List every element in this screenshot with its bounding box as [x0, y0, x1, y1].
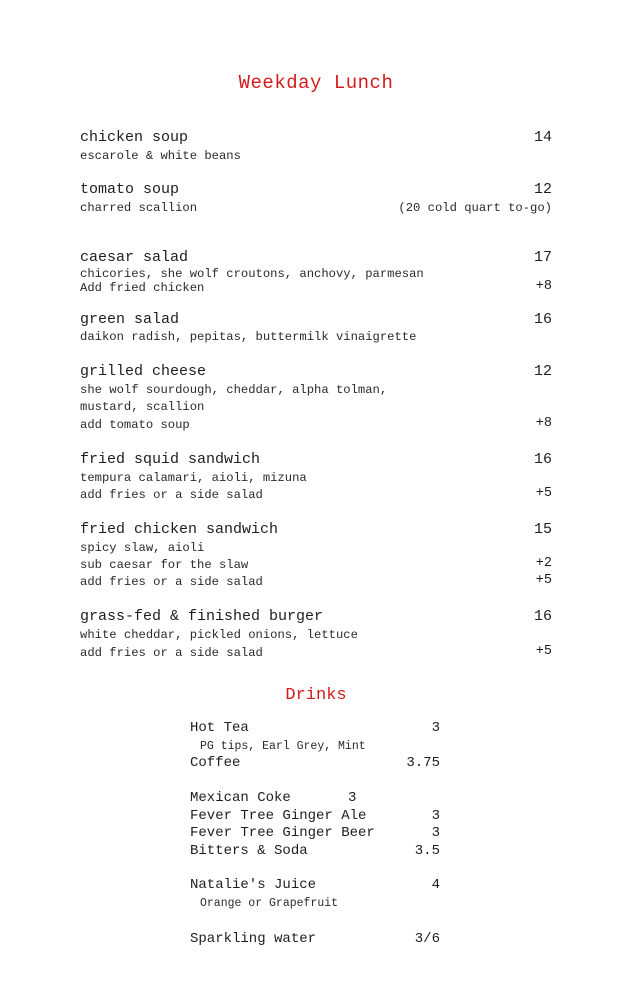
item-addon-label: add fries or a side salad [80, 646, 263, 660]
drink-price: 3/6 [414, 931, 440, 947]
item-description: mustard, scallion [80, 400, 205, 414]
item-addon-label: Add fried chicken [80, 281, 205, 295]
item-description: chicories, she wolf croutons, anchovy, parmesan [80, 267, 424, 281]
item-addon-label: add tomato soup [80, 418, 190, 432]
item-addon-price: +5 [535, 573, 552, 588]
item-description: she wolf sourdough, cheddar, alpha tolman, [80, 383, 388, 397]
drink-name: Fever Tree Ginger Beer [190, 825, 375, 841]
item-addon-price: +2 [535, 556, 552, 571]
item-price: 12 [533, 181, 552, 198]
drink-name: Fever Tree Ginger Ale [190, 808, 367, 824]
item-description: tempura calamari, aioli, mizuna [80, 471, 307, 485]
drink-price: 3 [431, 825, 440, 841]
item-addon-price: +5 [535, 486, 552, 501]
item-description: charred scallion [80, 201, 198, 215]
item-price: 17 [533, 249, 552, 266]
menu-title: Weekday Lunch [238, 72, 394, 94]
drink-price: 3 [431, 720, 440, 736]
item-price: 16 [533, 451, 552, 468]
item-price: 15 [533, 521, 552, 538]
item-price: 16 [533, 608, 552, 625]
drink-price: 4 [431, 877, 440, 893]
item-name: grilled cheese [80, 363, 207, 380]
drink-name: Coffee [190, 755, 241, 771]
drink-name: Sparkling water [190, 931, 317, 947]
drink-description: Orange or Grapefruit [200, 897, 339, 910]
item-description: white cheddar, pickled onions, lettuce [80, 628, 358, 642]
item-name: tomato soup [80, 181, 180, 198]
item-name: caesar salad [80, 249, 189, 266]
item-name: chicken soup [80, 129, 189, 146]
drink-name: Hot Tea [190, 720, 249, 736]
drink-description: PG tips, Earl Grey, Mint [200, 740, 366, 753]
drinks-title: Drinks [285, 686, 347, 705]
drink-name: Natalie's Juice [190, 877, 317, 893]
item-name: fried chicken sandwich [80, 521, 279, 538]
item-price: 12 [533, 363, 552, 380]
item-description: spicy slaw, aioli [80, 541, 205, 555]
item-description: escarole & white beans [80, 149, 241, 163]
item-addon-price: +8 [535, 279, 552, 294]
item-addon-label: add fries or a side salad [80, 488, 263, 502]
item-name: grass-fed & finished burger [80, 608, 324, 625]
item-addon-label: add fries or a side salad [80, 575, 263, 589]
item-addon-price: +8 [535, 416, 552, 431]
item-addon-label: sub caesar for the slaw [80, 558, 249, 572]
item-name: green salad [80, 311, 180, 328]
drink-price: 3.5 [414, 843, 440, 859]
item-note: (20 cold quart to-go) [398, 201, 552, 215]
drink-price: 3 [431, 808, 440, 824]
item-price: 16 [533, 311, 552, 328]
item-name: fried squid sandwich [80, 451, 261, 468]
drink-price: 3 [348, 790, 357, 806]
item-price: 14 [533, 129, 552, 146]
drink-price: 3.75 [406, 755, 440, 771]
drink-name: Bitters & Soda [190, 843, 308, 859]
item-addon-price: +5 [535, 644, 552, 659]
drink-name: Mexican Coke [190, 790, 291, 806]
item-description: daikon radish, pepitas, buttermilk vinaigrette [80, 330, 417, 344]
